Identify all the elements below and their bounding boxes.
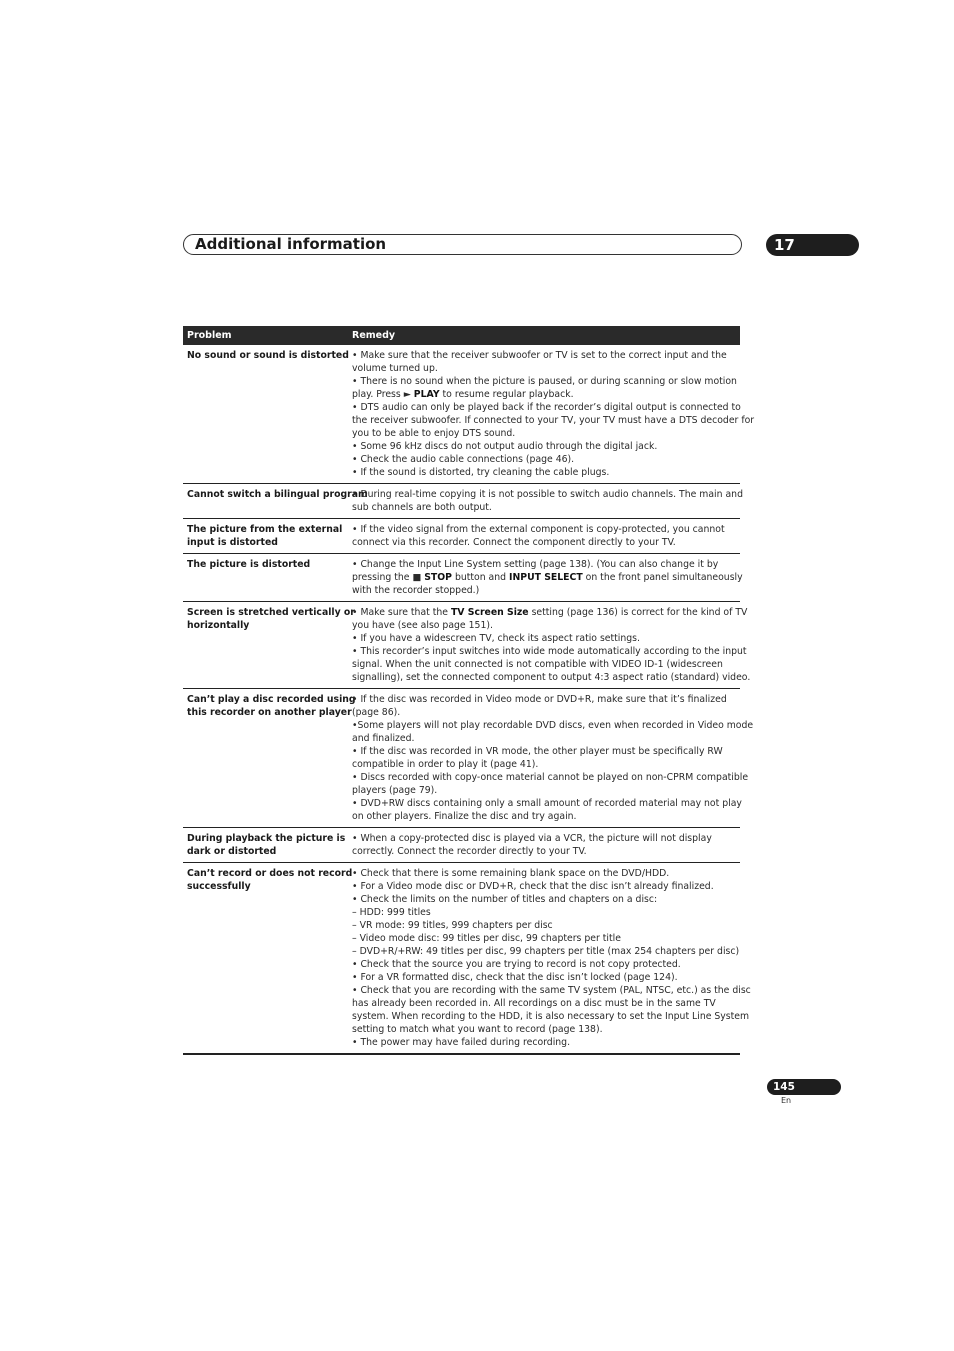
remedy-line: the receiver subwoofer. If connected to your TV, your TV must have a DTS decoder for bbox=[352, 415, 755, 426]
remedy-line: volume turned up. bbox=[352, 363, 438, 374]
remedy-line: • Check the audio cable connections (page 46). bbox=[352, 454, 575, 465]
problem-line: Can’t record or does not record bbox=[187, 868, 353, 879]
remedy-line: • This recorder’s input switches into wide mode automatically according to the input bbox=[352, 646, 747, 657]
remedy-line: • DVD+RW discs containing only a small amount of recorded material may not play bbox=[352, 798, 742, 809]
table-row bbox=[183, 519, 740, 554]
remedy-line: – DVD+R/+RW: 49 titles per disc, 99 chapters per title (max 254 chapters per disc) bbox=[352, 946, 740, 957]
problem-line: this recorder on another player bbox=[187, 707, 352, 718]
section-title: Additional information bbox=[195, 235, 387, 253]
page-number: 145 bbox=[773, 1081, 795, 1093]
table-row bbox=[183, 554, 743, 602]
remedy-line: you to be able to enjoy DTS sound. bbox=[352, 428, 516, 439]
remedy-line: signal. When the unit connected is not compatible with VIDEO ID-1 (widescreen bbox=[352, 659, 723, 670]
remedy-cell bbox=[348, 349, 755, 479]
remedy-line: pressing the ■ STOP button and INPUT SELECT on the front panel simultaneously bbox=[352, 572, 743, 583]
problem-line: input is distorted bbox=[187, 537, 278, 548]
table-row bbox=[183, 689, 754, 828]
problem-line: Can’t play a disc recorded using bbox=[187, 694, 356, 705]
remedy-line: • Check that you are recording with the same TV system (PAL, NTSC, etc.) as the disc bbox=[352, 985, 751, 996]
table-row bbox=[183, 863, 751, 1055]
chapter-number: 17 bbox=[774, 236, 795, 254]
remedy-line: correctly. Connect the recorder directly to your TV. bbox=[352, 846, 587, 857]
remedy-cell bbox=[348, 867, 751, 1049]
problem-line: dark or distorted bbox=[187, 846, 277, 857]
remedy-line: with the recorder stopped.) bbox=[352, 585, 480, 596]
remedy-line: • If the sound is distorted, try cleaning the cable plugs. bbox=[352, 467, 610, 478]
remedy-line: • Check that the source you are trying to record is not copy protected. bbox=[352, 959, 681, 970]
problem-line: During playback the picture is bbox=[187, 833, 346, 844]
remedy-line: play. Press ► PLAY to resume regular playback. bbox=[352, 389, 574, 400]
remedy-line: • For a Video mode disc or DVD+R, check that the disc isn’t already finalized. bbox=[352, 881, 714, 892]
problem-line: Screen is stretched vertically or bbox=[187, 607, 355, 618]
remedy-line: • Make sure that the TV Screen Size setting (page 136) is correct for the kind of TV bbox=[352, 607, 748, 618]
remedy-line: – VR mode: 99 titles, 999 chapters per disc bbox=[352, 920, 553, 931]
problem-line: Cannot switch a bilingual program bbox=[187, 489, 368, 500]
chapter-tab bbox=[766, 234, 859, 256]
troubleshooting-table bbox=[183, 326, 755, 1055]
remedy-line: – HDD: 999 titles bbox=[352, 907, 431, 918]
remedy-line: – Video mode disc: 99 titles per disc, 99 chapters per title bbox=[352, 933, 621, 944]
remedy-line: sub channels are both output. bbox=[352, 502, 492, 513]
remedy-line: • If the video signal from the external component is copy-protected, you cannot bbox=[352, 524, 725, 535]
remedy-line: signalling), set the connected component to output 4:3 aspect ratio (standard) video. bbox=[352, 672, 751, 683]
problem-cell bbox=[183, 867, 353, 1049]
remedy-line: system. When recording to the HDD, it is also necessary to set the Input Line System bbox=[352, 1011, 750, 1022]
problem-line: The picture is distorted bbox=[187, 559, 311, 570]
remedy-line: • Check that there is some remaining blank space on the DVD/HDD. bbox=[352, 868, 670, 879]
page-number-tab bbox=[767, 1079, 841, 1095]
problem-cell bbox=[183, 693, 356, 823]
remedy-line: • DTS audio can only be played back if the recorder’s digital output is connected to bbox=[352, 402, 741, 413]
remedy-line: you have (see also page 151). bbox=[352, 620, 493, 631]
remedy-line: connect via this recorder. Connect the component directly to your TV. bbox=[352, 537, 676, 548]
table-body bbox=[183, 345, 755, 1055]
table-row bbox=[183, 484, 743, 519]
remedy-line: • If you have a widescreen TV, check its aspect ratio settings. bbox=[352, 633, 640, 644]
problem-cell bbox=[183, 832, 348, 858]
remedy-cell bbox=[348, 693, 754, 823]
remedy-cell bbox=[348, 558, 743, 597]
remedy-line: • Check the limits on the number of titles and chapters on a disc: bbox=[352, 894, 658, 905]
remedy-line: • Discs recorded with copy-once material cannot be played on non-CPRM compatible bbox=[352, 772, 749, 783]
remedy-line: • Change the Input Line System setting (page 138). (You can also change it by bbox=[352, 559, 719, 570]
column-header-remedy: Remedy bbox=[352, 330, 396, 341]
problem-line: No sound or sound is distorted bbox=[187, 350, 349, 361]
language-code: En bbox=[781, 1096, 792, 1105]
remedy-line: • There is no sound when the picture is paused, or during scanning or slow motion bbox=[352, 376, 737, 387]
problem-cell bbox=[183, 606, 355, 684]
remedy-line: and finalized. bbox=[352, 733, 415, 744]
problem-line: horizontally bbox=[187, 620, 250, 631]
remedy-line: • If the disc was recorded in VR mode, the other player must be specifically RW bbox=[352, 746, 723, 757]
remedy-cell bbox=[348, 606, 751, 684]
remedy-line: • The power may have failed during recording. bbox=[352, 1037, 571, 1048]
remedy-line: • Some 96 kHz discs do not output audio through the digital jack. bbox=[352, 441, 658, 452]
column-header-problem: Problem bbox=[187, 330, 232, 341]
table-row bbox=[183, 602, 751, 689]
remedy-line: • During real-time copying it is not possible to switch audio channels. The main and bbox=[352, 489, 743, 500]
remedy-line: • When a copy-protected disc is played via a VCR, the picture will not display bbox=[352, 833, 712, 844]
remedy-cell bbox=[348, 488, 743, 514]
remedy-line: (page 86). bbox=[352, 707, 401, 718]
remedy-line: has already been recorded in. All recordings on a disc must be in the same TV bbox=[352, 998, 716, 1009]
remedy-line: • If the disc was recorded in Video mode or DVD+R, make sure that it’s finalized bbox=[352, 694, 727, 705]
remedy-cell bbox=[348, 523, 736, 549]
problem-line: successfully bbox=[187, 881, 251, 892]
remedy-line: •Some players will not play recordable DVD discs, even when recorded in Video mode bbox=[352, 720, 754, 731]
problem-cell bbox=[183, 523, 348, 549]
problem-cell bbox=[183, 349, 348, 479]
remedy-line: compatible in order to play it (page 41). bbox=[352, 759, 539, 770]
problem-line: The picture from the external bbox=[187, 524, 343, 535]
remedy-cell bbox=[348, 832, 736, 858]
remedy-line: • For a VR formatted disc, check that the disc isn’t locked (page 124). bbox=[352, 972, 678, 983]
remedy-line: • Make sure that the receiver subwoofer or TV is set to the correct input and the bbox=[352, 350, 727, 361]
problem-cell bbox=[183, 488, 368, 514]
table-row bbox=[183, 345, 755, 484]
remedy-line: players (page 79). bbox=[352, 785, 438, 796]
table-header bbox=[183, 326, 740, 345]
problem-cell bbox=[183, 558, 348, 597]
remedy-line: on other players. Finalize the disc and try again. bbox=[352, 811, 577, 822]
remedy-line: setting to match what you want to record (page 138). bbox=[352, 1024, 603, 1035]
table-row bbox=[183, 828, 740, 863]
